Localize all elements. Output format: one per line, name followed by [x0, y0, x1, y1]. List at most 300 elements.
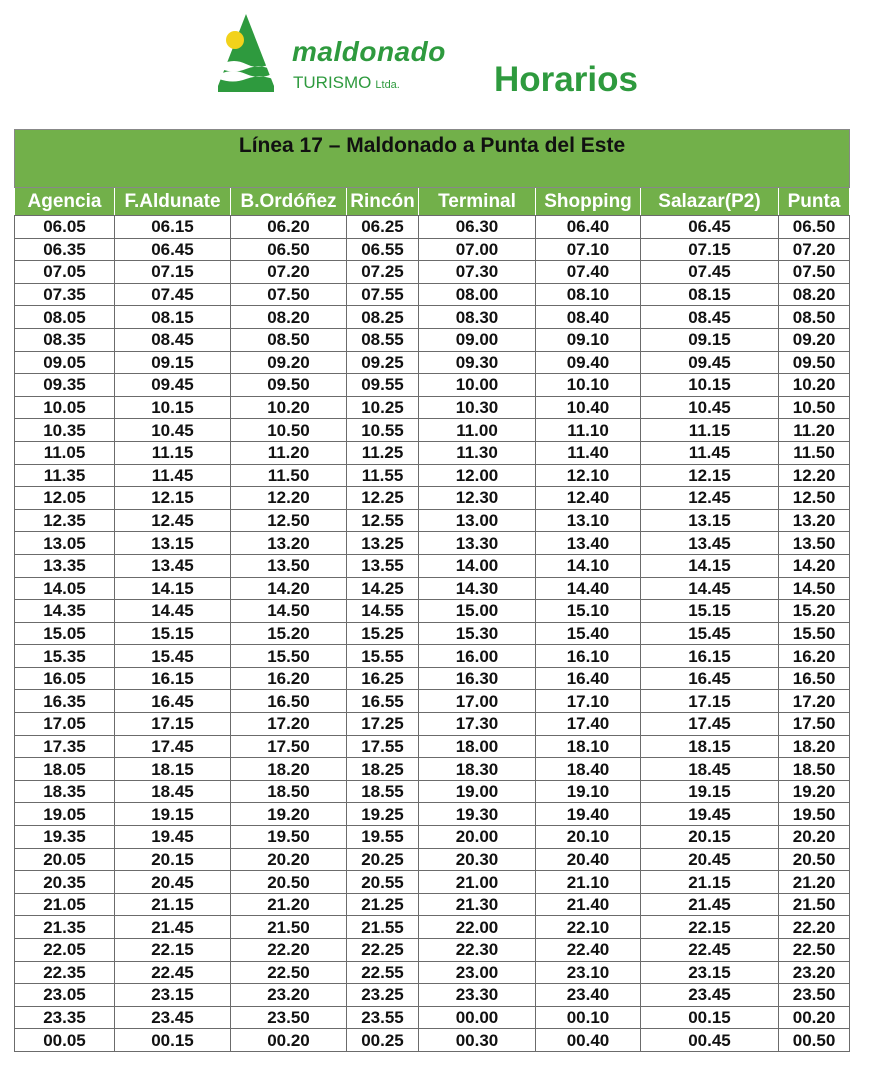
time-cell: 07.10: [536, 238, 641, 261]
time-cell: 11.15: [115, 441, 231, 464]
time-cell: 08.20: [779, 283, 850, 306]
time-cell: 14.00: [419, 554, 536, 577]
time-cell: 22.25: [347, 939, 419, 962]
time-cell: 09.15: [641, 328, 779, 351]
column-header-row: [15, 188, 850, 216]
time-cell: 12.25: [347, 487, 419, 510]
time-cell: 09.20: [779, 328, 850, 351]
time-cell: 15.10: [536, 600, 641, 623]
time-cell: 11.20: [231, 441, 347, 464]
time-cell: 00.00: [419, 1006, 536, 1029]
time-cell: 19.25: [347, 803, 419, 826]
time-cell: 13.50: [779, 532, 850, 555]
time-cell: 22.50: [779, 939, 850, 962]
table-row: [15, 374, 850, 397]
time-cell: 00.20: [779, 1006, 850, 1029]
time-cell: 11.45: [641, 441, 779, 464]
time-cell: 12.45: [641, 487, 779, 510]
time-cell: 22.45: [115, 961, 231, 984]
time-cell: 07.15: [641, 238, 779, 261]
time-cell: 21.00: [419, 871, 536, 894]
time-cell: 22.20: [231, 939, 347, 962]
time-cell: 19.50: [779, 803, 850, 826]
time-cell: 22.05: [15, 939, 115, 962]
time-cell: 13.05: [15, 532, 115, 555]
table-row: [15, 351, 850, 374]
time-cell: 15.05: [15, 622, 115, 645]
time-cell: 19.20: [779, 780, 850, 803]
time-cell: 22.40: [536, 939, 641, 962]
table-row: [15, 871, 850, 894]
time-cell: 21.30: [419, 893, 536, 916]
time-cell: 17.00: [419, 690, 536, 713]
time-cell: 18.45: [641, 758, 779, 781]
time-cell: 21.50: [779, 893, 850, 916]
table-title: Línea 17 – Maldonado a Punta del Este: [15, 130, 850, 188]
time-cell: 18.35: [15, 780, 115, 803]
time-cell: 08.25: [347, 306, 419, 329]
time-cell: 17.35: [15, 735, 115, 758]
time-cell: 00.50: [779, 1029, 850, 1052]
time-cell: 00.15: [641, 1006, 779, 1029]
time-cell: 10.50: [779, 396, 850, 419]
table-row: [15, 939, 850, 962]
time-cell: 11.50: [231, 464, 347, 487]
time-cell: 09.45: [115, 374, 231, 397]
time-cell: 14.05: [15, 577, 115, 600]
time-cell: 10.20: [779, 374, 850, 397]
time-cell: 17.10: [536, 690, 641, 713]
time-cell: 18.05: [15, 758, 115, 781]
time-cell: 18.00: [419, 735, 536, 758]
time-cell: 00.45: [641, 1029, 779, 1052]
time-cell: 17.15: [115, 713, 231, 736]
time-cell: 20.50: [779, 848, 850, 871]
time-cell: 20.35: [15, 871, 115, 894]
time-cell: 07.50: [231, 283, 347, 306]
time-cell: 20.45: [641, 848, 779, 871]
table-row: [15, 509, 850, 532]
time-cell: 23.20: [779, 961, 850, 984]
time-cell: 13.20: [231, 532, 347, 555]
column-header: Rincón: [347, 188, 419, 216]
time-cell: 14.30: [419, 577, 536, 600]
time-cell: 19.00: [419, 780, 536, 803]
time-cell: 20.40: [536, 848, 641, 871]
time-cell: 15.20: [779, 600, 850, 623]
time-cell: 10.45: [641, 396, 779, 419]
time-cell: 09.00: [419, 328, 536, 351]
column-header: Agencia: [15, 188, 115, 216]
time-cell: 20.30: [419, 848, 536, 871]
time-cell: 12.10: [536, 464, 641, 487]
table-row: [15, 554, 850, 577]
time-cell: 21.05: [15, 893, 115, 916]
time-cell: 21.40: [536, 893, 641, 916]
time-cell: 23.10: [536, 961, 641, 984]
time-cell: 11.45: [115, 464, 231, 487]
time-cell: 16.10: [536, 645, 641, 668]
time-cell: 16.50: [231, 690, 347, 713]
time-cell: 11.15: [641, 419, 779, 442]
time-cell: 06.45: [641, 216, 779, 239]
time-cell: 17.50: [779, 713, 850, 736]
table-row: [15, 622, 850, 645]
table-row: [15, 464, 850, 487]
time-cell: 06.35: [15, 238, 115, 261]
time-cell: 00.20: [231, 1029, 347, 1052]
time-cell: 12.15: [115, 487, 231, 510]
time-cell: 15.30: [419, 622, 536, 645]
time-cell: 18.15: [641, 735, 779, 758]
time-cell: 19.45: [641, 803, 779, 826]
time-cell: 16.50: [779, 667, 850, 690]
time-cell: 23.50: [231, 1006, 347, 1029]
time-cell: 23.05: [15, 984, 115, 1007]
time-cell: 22.15: [641, 916, 779, 939]
time-cell: 14.50: [779, 577, 850, 600]
time-cell: 10.15: [641, 374, 779, 397]
time-cell: 18.50: [231, 780, 347, 803]
time-cell: 19.35: [15, 826, 115, 849]
time-cell: 18.20: [231, 758, 347, 781]
table-row: [15, 826, 850, 849]
time-cell: 14.45: [641, 577, 779, 600]
time-cell: 21.25: [347, 893, 419, 916]
maldonado-logo-icon: [218, 14, 274, 92]
time-cell: 07.45: [641, 261, 779, 284]
time-cell: 07.15: [115, 261, 231, 284]
time-cell: 16.45: [641, 667, 779, 690]
time-cell: 13.45: [115, 554, 231, 577]
time-cell: 17.45: [115, 735, 231, 758]
table-row: [15, 283, 850, 306]
table-title-row: [15, 130, 850, 188]
column-header: F.Aldunate: [115, 188, 231, 216]
table-row: [15, 735, 850, 758]
time-cell: 12.20: [231, 487, 347, 510]
time-cell: 10.25: [347, 396, 419, 419]
time-cell: 17.20: [779, 690, 850, 713]
table-row: [15, 306, 850, 329]
time-cell: 23.50: [779, 984, 850, 1007]
time-cell: 17.40: [536, 713, 641, 736]
time-cell: 07.05: [15, 261, 115, 284]
time-cell: 18.50: [779, 758, 850, 781]
time-cell: 19.20: [231, 803, 347, 826]
table-row: [15, 645, 850, 668]
time-cell: 13.35: [15, 554, 115, 577]
table-row: [15, 713, 850, 736]
time-cell: 18.45: [115, 780, 231, 803]
time-cell: 16.20: [779, 645, 850, 668]
time-cell: 18.40: [536, 758, 641, 781]
time-cell: 13.15: [641, 509, 779, 532]
time-cell: 09.50: [779, 351, 850, 374]
time-cell: 20.15: [641, 826, 779, 849]
time-cell: 17.30: [419, 713, 536, 736]
time-cell: 08.15: [641, 283, 779, 306]
time-cell: 11.05: [15, 441, 115, 464]
time-cell: 12.35: [15, 509, 115, 532]
time-cell: 22.35: [15, 961, 115, 984]
column-header: B.Ordóñez: [231, 188, 347, 216]
time-cell: 15.40: [536, 622, 641, 645]
time-cell: 16.30: [419, 667, 536, 690]
time-cell: 20.15: [115, 848, 231, 871]
time-cell: 08.50: [231, 328, 347, 351]
time-cell: 14.20: [779, 554, 850, 577]
time-cell: 14.15: [115, 577, 231, 600]
table-row: [15, 690, 850, 713]
time-cell: 15.50: [779, 622, 850, 645]
time-cell: 23.30: [419, 984, 536, 1007]
time-cell: 15.15: [641, 600, 779, 623]
time-cell: 09.35: [15, 374, 115, 397]
table-row: [15, 848, 850, 871]
time-cell: 13.30: [419, 532, 536, 555]
time-cell: 06.25: [347, 216, 419, 239]
time-cell: 10.15: [115, 396, 231, 419]
time-cell: 14.10: [536, 554, 641, 577]
time-cell: 12.50: [779, 487, 850, 510]
time-cell: 15.25: [347, 622, 419, 645]
time-cell: 08.50: [779, 306, 850, 329]
time-cell: 07.00: [419, 238, 536, 261]
time-cell: 21.15: [641, 871, 779, 894]
time-cell: 08.10: [536, 283, 641, 306]
time-cell: 18.20: [779, 735, 850, 758]
time-cell: 06.50: [231, 238, 347, 261]
column-header: Punta: [779, 188, 850, 216]
time-cell: 06.15: [115, 216, 231, 239]
time-cell: 22.10: [536, 916, 641, 939]
time-cell: 11.40: [536, 441, 641, 464]
time-cell: 23.25: [347, 984, 419, 1007]
time-cell: 22.55: [347, 961, 419, 984]
time-cell: 21.45: [115, 916, 231, 939]
time-cell: 08.45: [115, 328, 231, 351]
time-cell: 15.20: [231, 622, 347, 645]
time-cell: 07.20: [231, 261, 347, 284]
time-cell: 13.10: [536, 509, 641, 532]
time-cell: 08.35: [15, 328, 115, 351]
time-cell: 22.15: [115, 939, 231, 962]
time-cell: 14.55: [347, 600, 419, 623]
time-cell: 06.05: [15, 216, 115, 239]
time-cell: 10.45: [115, 419, 231, 442]
time-cell: 17.15: [641, 690, 779, 713]
time-cell: 18.30: [419, 758, 536, 781]
time-cell: 15.45: [115, 645, 231, 668]
time-cell: 16.20: [231, 667, 347, 690]
time-cell: 23.00: [419, 961, 536, 984]
time-cell: 21.50: [231, 916, 347, 939]
column-header: Terminal: [419, 188, 536, 216]
time-cell: 13.40: [536, 532, 641, 555]
time-cell: 07.40: [536, 261, 641, 284]
time-cell: 20.20: [779, 826, 850, 849]
time-cell: 00.10: [536, 1006, 641, 1029]
table-row: [15, 396, 850, 419]
time-cell: 00.30: [419, 1029, 536, 1052]
time-cell: 21.35: [15, 916, 115, 939]
time-cell: 11.30: [419, 441, 536, 464]
time-cell: 20.10: [536, 826, 641, 849]
time-cell: 21.45: [641, 893, 779, 916]
time-cell: 17.25: [347, 713, 419, 736]
time-cell: 10.40: [536, 396, 641, 419]
time-cell: 22.30: [419, 939, 536, 962]
time-cell: 21.55: [347, 916, 419, 939]
time-cell: 10.55: [347, 419, 419, 442]
column-header: Shopping: [536, 188, 641, 216]
time-cell: 12.45: [115, 509, 231, 532]
brand-ltda: Ltda.: [375, 79, 400, 91]
time-cell: 07.25: [347, 261, 419, 284]
time-cell: 13.20: [779, 509, 850, 532]
time-cell: 09.10: [536, 328, 641, 351]
brand-name: maldonado: [292, 36, 446, 67]
table-row: [15, 487, 850, 510]
time-cell: 12.15: [641, 464, 779, 487]
time-cell: 10.35: [15, 419, 115, 442]
time-cell: 07.35: [15, 283, 115, 306]
time-cell: 09.25: [347, 351, 419, 374]
time-cell: 13.55: [347, 554, 419, 577]
time-cell: 22.00: [419, 916, 536, 939]
time-cell: 09.55: [347, 374, 419, 397]
time-cell: 07.50: [779, 261, 850, 284]
time-cell: 10.05: [15, 396, 115, 419]
time-cell: 10.00: [419, 374, 536, 397]
time-cell: 16.25: [347, 667, 419, 690]
time-cell: 20.45: [115, 871, 231, 894]
time-cell: 23.40: [536, 984, 641, 1007]
time-cell: 17.50: [231, 735, 347, 758]
time-cell: 07.30: [419, 261, 536, 284]
time-cell: 12.00: [419, 464, 536, 487]
time-cell: 15.00: [419, 600, 536, 623]
time-cell: 23.35: [15, 1006, 115, 1029]
time-cell: 14.45: [115, 600, 231, 623]
time-cell: 06.45: [115, 238, 231, 261]
time-cell: 21.20: [779, 871, 850, 894]
time-cell: 19.05: [15, 803, 115, 826]
time-cell: 14.40: [536, 577, 641, 600]
time-cell: 06.50: [779, 216, 850, 239]
time-cell: 09.05: [15, 351, 115, 374]
time-cell: 00.05: [15, 1029, 115, 1052]
time-cell: 06.55: [347, 238, 419, 261]
time-cell: 20.00: [419, 826, 536, 849]
time-cell: 13.25: [347, 532, 419, 555]
time-cell: 19.45: [115, 826, 231, 849]
time-cell: 07.45: [115, 283, 231, 306]
time-cell: 19.40: [536, 803, 641, 826]
time-cell: 00.40: [536, 1029, 641, 1052]
brand-sub-text: TURISMO: [293, 73, 372, 92]
time-cell: 19.15: [641, 780, 779, 803]
time-cell: 14.20: [231, 577, 347, 600]
time-cell: 14.35: [15, 600, 115, 623]
time-cell: 22.20: [779, 916, 850, 939]
time-cell: 11.35: [15, 464, 115, 487]
time-cell: 14.25: [347, 577, 419, 600]
time-cell: 23.20: [231, 984, 347, 1007]
time-cell: 08.40: [536, 306, 641, 329]
table-row: [15, 419, 850, 442]
time-cell: 23.45: [115, 1006, 231, 1029]
page-header: [0, 0, 873, 120]
time-cell: 16.55: [347, 690, 419, 713]
time-cell: 00.25: [347, 1029, 419, 1052]
time-cell: 21.20: [231, 893, 347, 916]
time-cell: 14.50: [231, 600, 347, 623]
time-cell: 06.20: [231, 216, 347, 239]
time-cell: 09.30: [419, 351, 536, 374]
table-row: [15, 1006, 850, 1029]
time-cell: 06.40: [536, 216, 641, 239]
table-row: [15, 328, 850, 351]
time-cell: 11.20: [779, 419, 850, 442]
table-row: [15, 441, 850, 464]
time-cell: 15.35: [15, 645, 115, 668]
time-cell: 16.40: [536, 667, 641, 690]
time-cell: 16.05: [15, 667, 115, 690]
time-cell: 17.20: [231, 713, 347, 736]
time-cell: 07.55: [347, 283, 419, 306]
time-cell: 20.25: [347, 848, 419, 871]
time-cell: 13.15: [115, 532, 231, 555]
column-header: Salazar(P2): [641, 188, 779, 216]
time-cell: 09.50: [231, 374, 347, 397]
time-cell: 17.45: [641, 713, 779, 736]
time-cell: 15.15: [115, 622, 231, 645]
time-cell: 09.20: [231, 351, 347, 374]
time-cell: 06.30: [419, 216, 536, 239]
time-cell: 21.15: [115, 893, 231, 916]
time-cell: 11.25: [347, 441, 419, 464]
time-cell: 14.15: [641, 554, 779, 577]
time-cell: 11.55: [347, 464, 419, 487]
time-cell: 15.55: [347, 645, 419, 668]
time-cell: 08.45: [641, 306, 779, 329]
time-cell: 19.30: [419, 803, 536, 826]
time-cell: 13.50: [231, 554, 347, 577]
time-cell: 18.10: [536, 735, 641, 758]
table-row: [15, 893, 850, 916]
time-cell: 20.55: [347, 871, 419, 894]
time-cell: 19.15: [115, 803, 231, 826]
time-cell: 10.10: [536, 374, 641, 397]
time-cell: 13.00: [419, 509, 536, 532]
time-cell: 16.15: [641, 645, 779, 668]
time-cell: 10.50: [231, 419, 347, 442]
time-cell: 08.15: [115, 306, 231, 329]
time-cell: 18.55: [347, 780, 419, 803]
time-cell: 08.05: [15, 306, 115, 329]
time-cell: 17.05: [15, 713, 115, 736]
time-cell: 12.55: [347, 509, 419, 532]
time-cell: 16.45: [115, 690, 231, 713]
time-cell: 09.15: [115, 351, 231, 374]
time-cell: 11.00: [419, 419, 536, 442]
time-cell: 20.50: [231, 871, 347, 894]
time-cell: 16.00: [419, 645, 536, 668]
time-cell: 11.50: [779, 441, 850, 464]
schedule-table: [14, 129, 850, 1052]
